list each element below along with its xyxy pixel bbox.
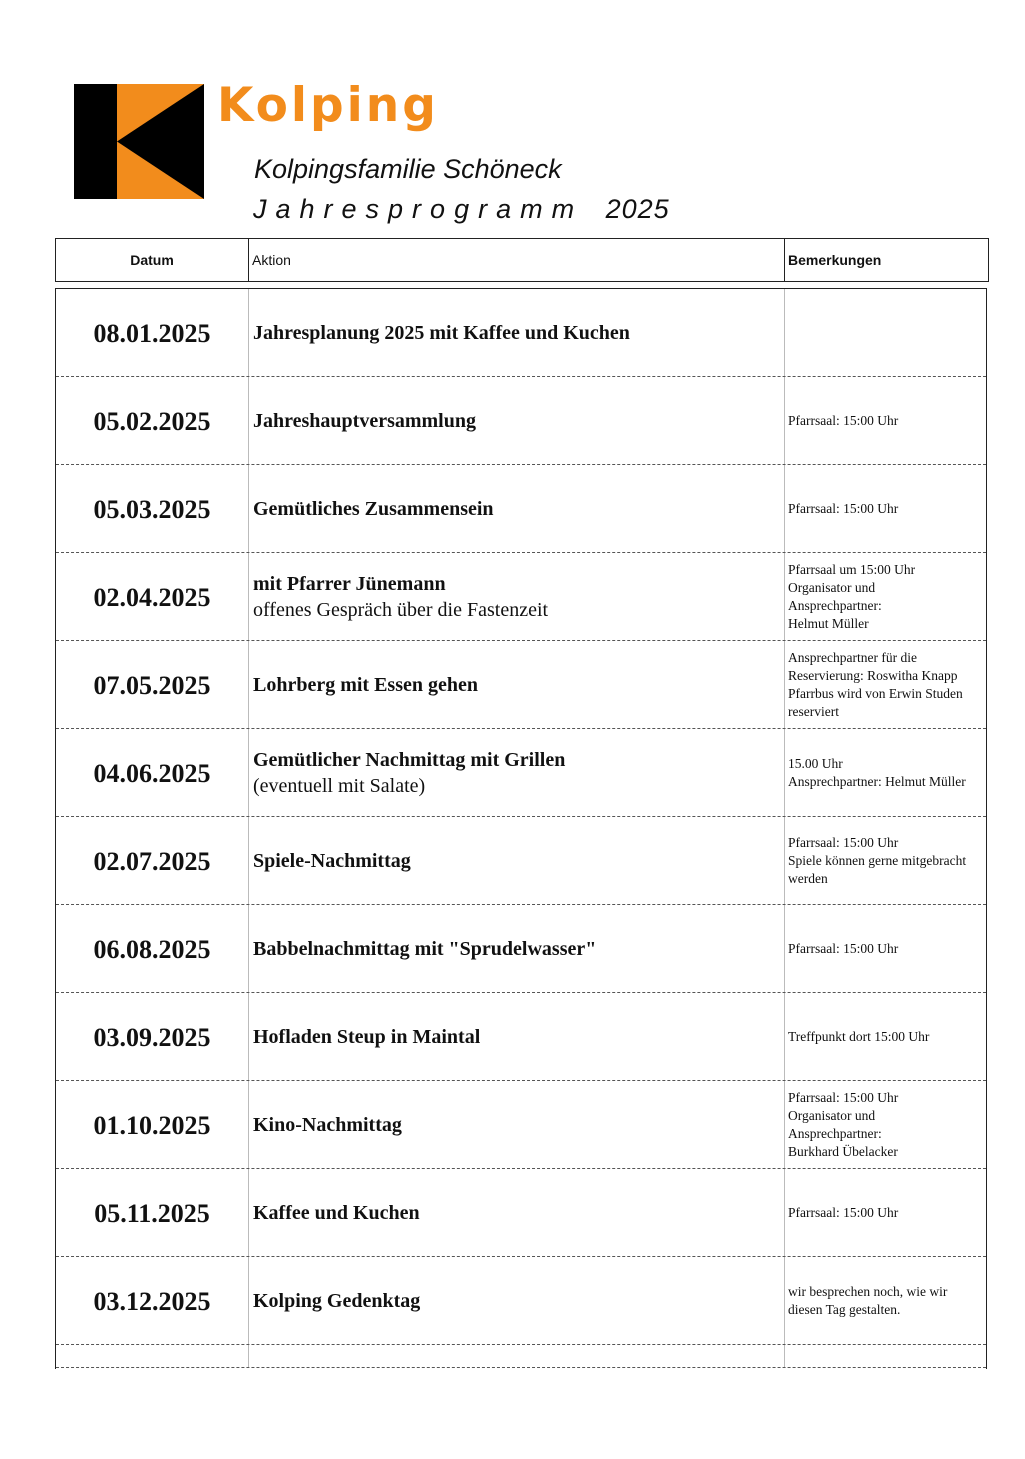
event-note-line: diesen Tag gestalten. [788, 1301, 901, 1317]
event-title: Kino-Nachmittag [253, 1113, 402, 1136]
event-notes [785, 641, 986, 728]
event-title: mit Pfarrer Jünemann [253, 572, 446, 595]
event-date: 05.11.2025 [56, 1169, 249, 1256]
table-row [56, 905, 986, 993]
event-notes [785, 1257, 986, 1344]
event-title: Gemütliches Zusammensein [253, 497, 494, 520]
event-notes [785, 905, 986, 992]
event-note-line: Organisator und [788, 1107, 876, 1123]
event-date: 01.10.2025 [56, 1081, 249, 1168]
event-action [249, 1257, 785, 1344]
program-title [253, 194, 670, 225]
table-row [56, 1081, 986, 1169]
event-note-line: wir besprechen noch, wie wir [788, 1283, 948, 1299]
event-date: 06.08.2025 [56, 905, 249, 992]
event-subtitle: (eventuell mit Salate) [253, 774, 426, 797]
event-note-line: Organisator und [788, 579, 876, 595]
event-note-line: werden [788, 870, 828, 886]
column-header-action: Aktion [249, 239, 785, 281]
event-title: Kolping Gedenktag [253, 1289, 421, 1312]
event-title: Hofladen Steup in Maintal [253, 1025, 481, 1048]
empty-cell [249, 1345, 785, 1367]
empty-cell [56, 1345, 249, 1367]
event-date: 05.02.2025 [56, 377, 249, 464]
event-date: 02.04.2025 [56, 553, 249, 640]
event-note-line: Reservierung: Roswitha Knapp [788, 667, 958, 683]
event-title: Babbelnachmittag mit "Sprudelwasser" [253, 937, 597, 960]
event-note-line: Burkhard Übelacker [788, 1143, 898, 1159]
event-notes [785, 817, 986, 904]
event-notes [785, 993, 986, 1080]
event-action [249, 641, 785, 728]
table-row [56, 1257, 986, 1345]
table-row [56, 553, 986, 641]
table-row [56, 465, 986, 553]
event-action [249, 993, 785, 1080]
event-subtitle: offenes Gespräch über die Fastenzeit [253, 598, 549, 621]
kolping-logo-icon [74, 84, 204, 199]
event-date: 07.05.2025 [56, 641, 249, 728]
event-action [249, 289, 785, 376]
event-action [249, 1081, 785, 1168]
event-note-line: Spiele können gerne mitgebracht [788, 852, 967, 868]
table-row [56, 1169, 986, 1257]
event-note-line: reserviert [788, 703, 839, 719]
event-action [249, 465, 785, 552]
column-header-date: Datum [56, 239, 249, 281]
event-date: 03.09.2025 [56, 993, 249, 1080]
event-date: 05.03.2025 [56, 465, 249, 552]
event-note-line: Pfarrsaal: 15:00 Uhr [788, 412, 899, 428]
event-note-line: Pfarrsaal: 15:00 Uhr [788, 834, 899, 850]
event-notes [785, 289, 986, 376]
organization-name: Kolpingsfamilie Schöneck [254, 154, 562, 184]
table-row-empty [56, 1345, 986, 1368]
event-date: 04.06.2025 [56, 729, 249, 816]
event-title: Kaffee und Kuchen [253, 1201, 420, 1224]
brand-name: Kolping [217, 78, 439, 133]
event-note-line: Helmut Müller [788, 615, 869, 631]
event-note-line: Pfarrsaal: 15:00 Uhr [788, 500, 899, 516]
table-row [56, 641, 986, 729]
column-header-notes: Bemerkungen [788, 252, 882, 268]
event-title: Jahreshauptversammlung [253, 409, 476, 432]
event-note-line: Ansprechpartner für die [788, 649, 917, 665]
event-action [249, 729, 785, 816]
program-year: 2025 [605, 194, 670, 224]
event-action [249, 377, 785, 464]
event-note-line: Pfarrsaal: 15:00 Uhr [788, 1089, 899, 1105]
table-row [56, 817, 986, 905]
table-row [56, 993, 986, 1081]
empty-cell [785, 1345, 986, 1367]
event-notes [785, 465, 986, 552]
event-notes [785, 729, 986, 816]
event-title: Spiele-Nachmittag [253, 849, 411, 872]
event-date: 03.12.2025 [56, 1257, 249, 1344]
table-header [55, 238, 989, 282]
event-note-line: Pfarrsaal um 15:00 Uhr [788, 561, 916, 577]
event-note-line: Treffpunkt dort 15:00 Uhr [788, 1028, 930, 1044]
table-row [56, 289, 986, 377]
event-notes [785, 1169, 986, 1256]
event-note-line: Ansprechpartner: [788, 597, 882, 613]
event-table [55, 288, 987, 1369]
table-row [56, 729, 986, 817]
event-date: 08.01.2025 [56, 289, 249, 376]
event-note-line: Pfarrsaal: 15:00 Uhr [788, 1204, 899, 1220]
event-note-line: 15.00 Uhr [788, 755, 843, 771]
event-action [249, 553, 785, 640]
event-note-line: Pfarrbus wird von Erwin Studen [788, 685, 963, 701]
event-note-line: Ansprechpartner: Helmut Müller [788, 773, 966, 789]
event-note-line: Pfarrsaal: 15:00 Uhr [788, 940, 899, 956]
event-title: Gemütlicher Nachmittag mit Grillen [253, 748, 566, 771]
event-date: 02.07.2025 [56, 817, 249, 904]
event-title: Lohrberg mit Essen gehen [253, 673, 478, 696]
event-action [249, 905, 785, 992]
event-note-line: Ansprechpartner: [788, 1125, 882, 1141]
event-title: Jahresplanung 2025 mit Kaffee und Kuchen [253, 321, 630, 344]
event-action [249, 1169, 785, 1256]
event-notes [785, 1081, 986, 1168]
event-notes [785, 553, 986, 640]
table-row [56, 377, 986, 465]
program-title-text: Jahresprogramm [253, 194, 584, 224]
event-notes [785, 377, 986, 464]
event-action [249, 817, 785, 904]
